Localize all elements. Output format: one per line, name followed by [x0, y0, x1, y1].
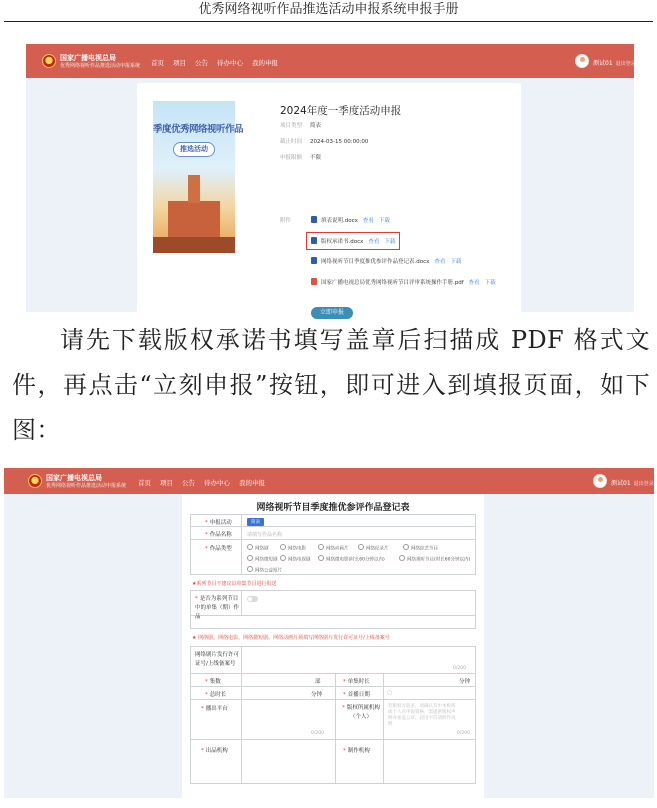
- menu-item-projects[interactable]: 项目: [160, 479, 173, 487]
- apply-now-button[interactable]: 立即申报: [311, 307, 353, 319]
- user-info: [593, 58, 636, 67]
- row-producer: [190, 740, 476, 784]
- emblem-icon: [28, 474, 42, 488]
- type-option[interactable]: 网络剧: [247, 544, 269, 552]
- divider: [241, 540, 242, 574]
- single-length-unit: 分钟: [459, 679, 471, 685]
- divider: [241, 647, 242, 674]
- total-length-unit: 分钟: [311, 692, 323, 698]
- activity-poster: [153, 101, 244, 253]
- series-label: * 是否为系列节目中的单集（期）作品: [195, 596, 240, 620]
- avatar[interactable]: [575, 54, 589, 68]
- license-label: 网络剧片发行许可证号/上线备案号: [195, 652, 240, 667]
- system-name: 优秀网络视听作品推选活动申报系统: [60, 63, 141, 69]
- file-item: [311, 216, 390, 224]
- type-option[interactable]: 网络综艺节目: [403, 544, 438, 552]
- file-item-highlighted: [311, 237, 395, 245]
- logout-link[interactable]: 退出登录: [615, 61, 636, 67]
- type-option[interactable]: 网络公益短片: [247, 566, 282, 574]
- divider: [241, 527, 242, 539]
- menu-item-notices[interactable]: 公告: [195, 59, 208, 67]
- form-title: 网络视听节目季度推优参评作品登记表: [256, 503, 410, 513]
- file-name: 网络视听节目季度推优参评作品登记表.docx: [321, 259, 430, 265]
- divider: [241, 591, 242, 616]
- logout-link[interactable]: 退出登录: [633, 481, 654, 487]
- download-link[interactable]: 下载: [384, 239, 396, 245]
- meta-row-deadline: 截止时间 2024-03-15 00:00:00: [280, 139, 369, 145]
- row-blank: [190, 616, 476, 629]
- view-link[interactable]: 查看: [434, 259, 446, 265]
- divider: [335, 674, 336, 686]
- row-episodes: [190, 674, 476, 687]
- divider: [241, 687, 242, 699]
- episodes-unit: 部: [315, 679, 321, 685]
- activity-detail-screenshot: [26, 44, 636, 316]
- system-name: 优秀网络视听作品推选活动申报系统: [46, 483, 127, 489]
- instruction-paragraph: 请先下载版权承诺书填写盖章后扫描成 PDF 格式文件，再点击“立刻申报”按钮，即可进入到填报页面，如下图：: [12, 326, 650, 444]
- divider: [383, 700, 384, 739]
- emblem-icon: [42, 54, 56, 68]
- activity-tag: 简表: [247, 518, 264, 526]
- main-menu: [138, 478, 265, 487]
- activity-card: [137, 83, 521, 316]
- main-menu: [151, 58, 278, 67]
- word-file-icon: [311, 216, 317, 223]
- premiere-date-label: * 首播日期: [343, 692, 370, 698]
- row-activity: [190, 514, 476, 527]
- avatar[interactable]: [593, 474, 607, 488]
- user-info: [611, 478, 654, 487]
- type-option[interactable]: 网络微电影(时长60分钟以内): [318, 555, 385, 563]
- divider: [383, 687, 384, 699]
- divider: [335, 740, 336, 783]
- rights-owner-hint[interactable]: 若版权方较多，请确认其中本机构或个人有申报资格，需提供版权声明并加盖公章，超出字符请附件说明: [388, 704, 456, 727]
- menu-item-my-applications[interactable]: 我的申报: [239, 479, 265, 487]
- word-file-icon: [311, 237, 317, 244]
- pdf-file-icon: [311, 278, 317, 285]
- series-note: ★系列节目不建议以单集节目进行报送: [192, 581, 277, 587]
- type-option[interactable]: 网络视听节目(时长60分钟以内): [399, 555, 470, 563]
- file-name: 版权承诺书.docx: [321, 239, 364, 245]
- divider: [383, 674, 384, 686]
- divider: [241, 515, 242, 527]
- series-toggle[interactable]: [247, 596, 258, 602]
- activity-title: 2024年度一季度活动申报: [280, 105, 402, 117]
- name-label: * 作品名称: [205, 532, 232, 538]
- divider: [241, 674, 242, 686]
- row-type: [190, 540, 476, 575]
- view-link[interactable]: 查看: [468, 280, 480, 286]
- platform-label: * 播出平台: [201, 706, 228, 712]
- type-label: * 作品类型: [205, 546, 232, 552]
- type-option[interactable]: 网络纪录片: [358, 544, 389, 552]
- view-link[interactable]: 查看: [362, 218, 374, 224]
- menu-item-home[interactable]: 首页: [138, 479, 151, 487]
- license-note: ★ 网络剧、网络电影、网络微短剧、网络动画片须填写网络剧片发行许可证号/上线备案号: [192, 635, 390, 641]
- meta-row-type: 项目类型 简表: [280, 123, 322, 129]
- divider: [335, 687, 336, 699]
- header-rule: [4, 21, 653, 22]
- user-name: 测试01: [611, 480, 631, 487]
- single-length-label: * 单集时长: [343, 679, 370, 685]
- calendar-icon[interactable]: ▢: [387, 690, 392, 696]
- maker-label: * 制作机构: [343, 748, 370, 754]
- org-name: 国家广播电视总局: [46, 474, 102, 482]
- row-name: [190, 527, 476, 540]
- menu-item-todo[interactable]: 待办中心: [204, 479, 230, 487]
- file-name: 填表说明.docx: [321, 218, 358, 224]
- char-counter: 0/200: [453, 666, 466, 671]
- meta-row-limit: 申报限额 不限: [280, 155, 322, 161]
- rights-owner-label: * 版权所属机构（个人）: [342, 705, 380, 720]
- poster-subtitle: 推选活动: [173, 142, 215, 157]
- type-option[interactable]: 网络微短剧: [247, 555, 278, 563]
- document-header: 优秀网络视听作品推选活动申报系统申报手册: [198, 2, 459, 17]
- building-illustration: [168, 201, 220, 239]
- total-length-label: * 总时长: [205, 692, 227, 698]
- download-link[interactable]: 下载: [484, 280, 496, 286]
- row-license: [190, 646, 476, 674]
- divider: [335, 700, 336, 739]
- row-platform: [190, 700, 476, 740]
- org-name: 国家广播电视总局: [60, 54, 116, 62]
- episodes-label: * 集数: [205, 679, 221, 685]
- poster-title: 季度优秀网络视听作品: [153, 124, 244, 135]
- divider: [241, 700, 242, 739]
- view-link[interactable]: 查看: [368, 239, 380, 245]
- menu-item-notices[interactable]: 公告: [182, 479, 195, 487]
- menu-item-my-applications[interactable]: 我的申报: [252, 59, 278, 67]
- row-total-length: [190, 687, 476, 700]
- type-option[interactable]: 网络电影: [280, 544, 306, 552]
- producer-label: * 出品机构: [201, 748, 228, 754]
- top-navbar: [26, 44, 634, 78]
- divider: [241, 740, 242, 783]
- activity-label: * 申报活动: [205, 520, 232, 526]
- file-name: 国家广播电视总局优秀网络视听节目评审系统操作手册.pdf: [321, 280, 464, 286]
- poster-ground: [153, 237, 235, 253]
- type-option[interactable]: 网络动画片: [318, 544, 349, 552]
- top-navbar: [4, 468, 654, 494]
- char-counter: 0/200: [457, 731, 470, 736]
- divider: [383, 740, 384, 783]
- menu-item-projects[interactable]: 项目: [173, 59, 186, 67]
- menu-item-todo[interactable]: 待办中心: [217, 59, 243, 67]
- type-option[interactable]: 网络电视剧: [280, 555, 311, 563]
- user-name: 测试01: [593, 60, 613, 67]
- registration-form: [182, 494, 484, 798]
- char-counter: 0/200: [311, 731, 324, 736]
- attachments-label: 附件: [280, 218, 292, 224]
- menu-item-home[interactable]: 首页: [151, 59, 164, 67]
- word-file-icon: [311, 257, 317, 264]
- file-item: [311, 257, 461, 265]
- work-name-input[interactable]: 请填写作品名称: [247, 532, 283, 538]
- download-link[interactable]: 下载: [450, 259, 462, 265]
- file-item: [311, 278, 496, 286]
- application-form-screenshot: [4, 468, 654, 798]
- row-series: [190, 590, 476, 620]
- download-link[interactable]: 下载: [378, 218, 390, 224]
